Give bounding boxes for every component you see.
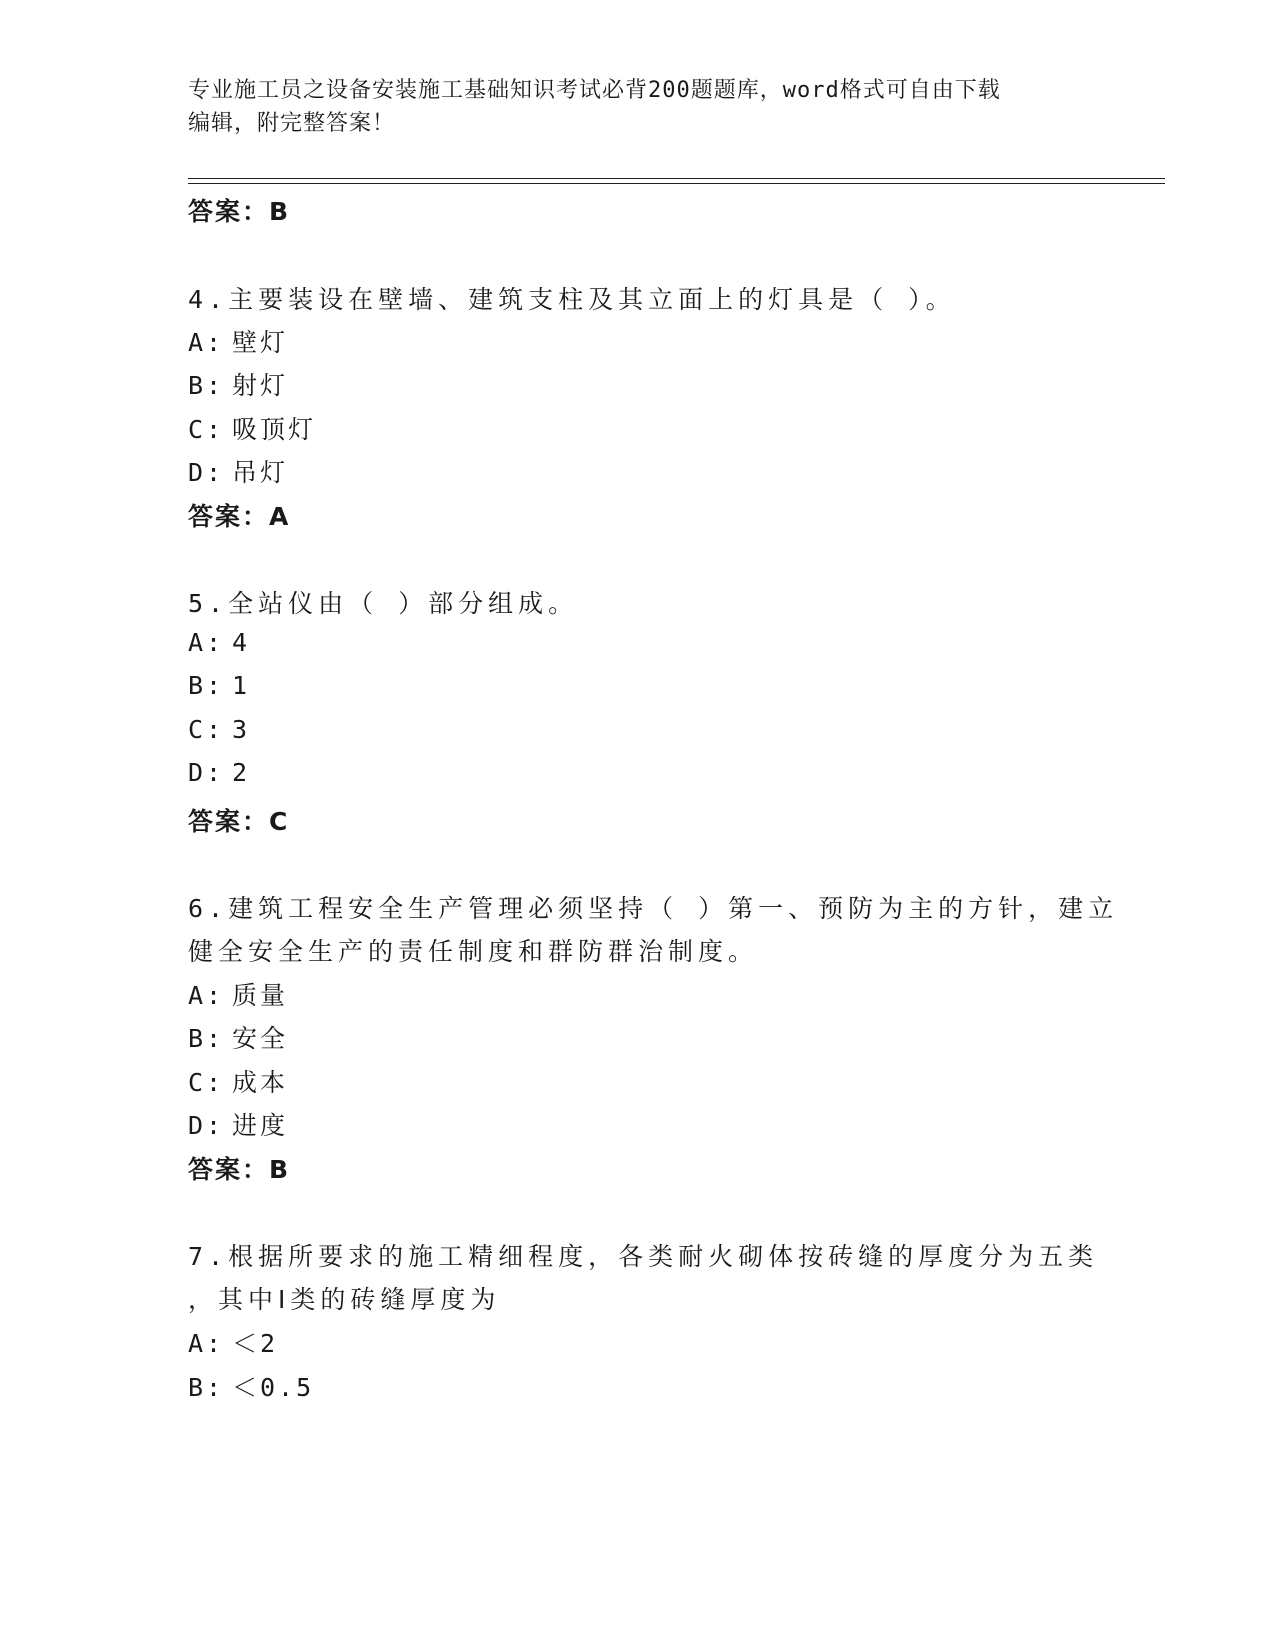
answer-line: 答案：C (188, 807, 290, 836)
option-text: 壁灯 (232, 328, 289, 357)
option-d (188, 758, 250, 787)
option-a (188, 1324, 278, 1360)
option-text: 安全 (232, 1024, 289, 1053)
option-text: 3 (232, 715, 251, 744)
option-d (188, 453, 288, 489)
option-a (188, 323, 288, 359)
option-a (188, 628, 250, 657)
option-label: C: (188, 415, 225, 444)
question-stem: 5.全站仪由（ ）部分组成。 (188, 589, 579, 618)
option-label: A: (188, 1329, 225, 1358)
option-label: D: (188, 458, 225, 487)
header-line-1: 专业施工员之设备安装施工基础知识考试必背200题题库，word格式可自由下载 (188, 78, 1001, 103)
option-text: 1 (232, 671, 251, 700)
header-line-2: 编辑，附完整答案！ (188, 111, 396, 136)
question-stem-continued: 健全安全生产的责任制度和群防群治制度。 (188, 937, 759, 966)
document-header (188, 74, 1088, 140)
option-label: B: (188, 1024, 225, 1053)
header-divider-bottom (188, 183, 1165, 184)
option-text: 射灯 (232, 371, 289, 400)
option-label: D: (188, 758, 225, 787)
option-b (188, 1368, 314, 1404)
option-text: 4 (232, 628, 251, 657)
option-label: A: (188, 328, 225, 357)
option-text: 吸顶灯 (232, 415, 317, 444)
option-text: ＜0.5 (232, 1373, 315, 1402)
option-a (188, 976, 288, 1012)
option-label: A: (188, 628, 225, 657)
answer-line: 答案：B (188, 1155, 291, 1184)
question-stem: 4.主要装设在壁墙、建筑支柱及其立面上的灯具是（ ）。 (188, 285, 956, 314)
option-text: 质量 (232, 981, 289, 1010)
option-text: ＜2 (232, 1329, 279, 1358)
option-text: 吊灯 (232, 458, 289, 487)
option-b (188, 1019, 288, 1055)
answer-line: 答案：B (188, 197, 291, 226)
option-text: 成本 (232, 1068, 289, 1097)
header-divider-top (188, 178, 1165, 179)
option-b (188, 671, 250, 700)
option-c (188, 1063, 288, 1099)
option-label: C: (188, 1068, 225, 1097)
option-d (188, 1106, 288, 1142)
answer-line: 答案：A (188, 502, 291, 531)
option-label: B: (188, 671, 225, 700)
option-c (188, 410, 316, 446)
option-text: 进度 (232, 1111, 289, 1140)
option-label: B: (188, 371, 225, 400)
option-c (188, 715, 250, 744)
option-text: 2 (232, 758, 251, 787)
question-stem: 6.建筑工程安全生产管理必须坚持（ ）第一、预防为主的方针，建立 (188, 894, 1119, 923)
option-label: A: (188, 981, 225, 1010)
option-label: D: (188, 1111, 225, 1140)
question-stem: 7.根据所要求的施工精细程度，各类耐火砌体按砖缝的厚度分为五类 (188, 1242, 1099, 1271)
option-label: B: (188, 1373, 225, 1402)
question-stem-continued: ，其中Ⅰ类的砖缝厚度为 (188, 1285, 501, 1314)
option-label: C: (188, 715, 225, 744)
option-b (188, 366, 288, 402)
